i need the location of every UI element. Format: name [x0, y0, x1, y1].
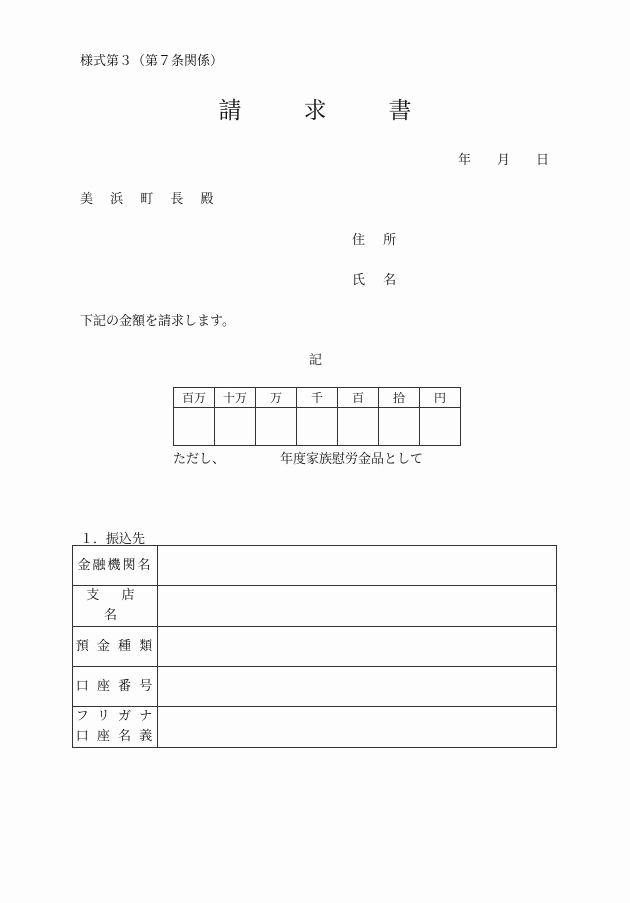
date-year-label: 年: [458, 153, 472, 168]
amount-header-cell: 百万: [174, 388, 215, 408]
date-day-label: 日: [536, 153, 550, 168]
amount-table: [173, 387, 461, 446]
addressee: 美 浜 町 長 殿: [80, 192, 221, 207]
account-holder-name-label: 口 座 名 義: [75, 729, 155, 744]
amount-digit-field[interactable]: [174, 408, 215, 446]
amount-digit-field[interactable]: [379, 408, 420, 446]
amount-header-cell: 百: [338, 388, 379, 408]
account-number-field[interactable]: [158, 667, 557, 707]
note-purpose: 年度家族慰労金品として: [280, 452, 424, 467]
bank-name-field[interactable]: [158, 546, 557, 586]
amount-header-cell: 万: [256, 388, 297, 408]
branch-name-field[interactable]: [158, 586, 557, 627]
title-char: 求: [303, 98, 327, 124]
title-char: 請: [218, 98, 242, 124]
name-label: 氏 名: [352, 273, 404, 288]
branch-name-label: 支 店 名: [73, 586, 158, 627]
amount-header-cell: 円: [420, 388, 461, 408]
table-row: [73, 586, 557, 627]
amount-digit-field[interactable]: [215, 408, 256, 446]
amount-header-cell: 拾: [379, 388, 420, 408]
furigana-label: フ リ ガ ナ: [75, 709, 155, 724]
bank-name-label: 金融機関名: [73, 546, 158, 586]
table-row: [73, 627, 557, 667]
amount-digit-field[interactable]: [420, 408, 461, 446]
amount-header-cell: 十万: [215, 388, 256, 408]
amount-digit-field[interactable]: [256, 408, 297, 446]
transfer-section-heading: １．振込先: [80, 532, 146, 547]
title-char: 書: [388, 98, 412, 124]
address-label: 住 所: [352, 233, 404, 248]
table-row: [73, 667, 557, 707]
deposit-type-label: 預 金 種 類: [73, 627, 158, 667]
account-number-label: 口 座 番 号: [73, 667, 158, 707]
amount-header-cell: 千: [297, 388, 338, 408]
ki-heading: 記: [309, 353, 323, 368]
form-number-label: 様式第３（第７条関係）: [80, 54, 224, 69]
table-row: [73, 707, 557, 748]
account-holder-label: [73, 707, 158, 748]
document-title: [0, 92, 630, 125]
account-holder-field[interactable]: [158, 707, 557, 748]
bank-transfer-table: [72, 545, 557, 748]
amount-digit-field[interactable]: [338, 408, 379, 446]
deposit-type-field[interactable]: [158, 627, 557, 667]
date-month-label: 月: [497, 153, 511, 168]
amount-digit-field[interactable]: [297, 408, 338, 446]
request-statement: 下記の金額を請求します。: [80, 314, 235, 329]
date-line: [458, 149, 549, 168]
note-prefix: ただし、: [173, 452, 226, 467]
table-row: [73, 546, 557, 586]
